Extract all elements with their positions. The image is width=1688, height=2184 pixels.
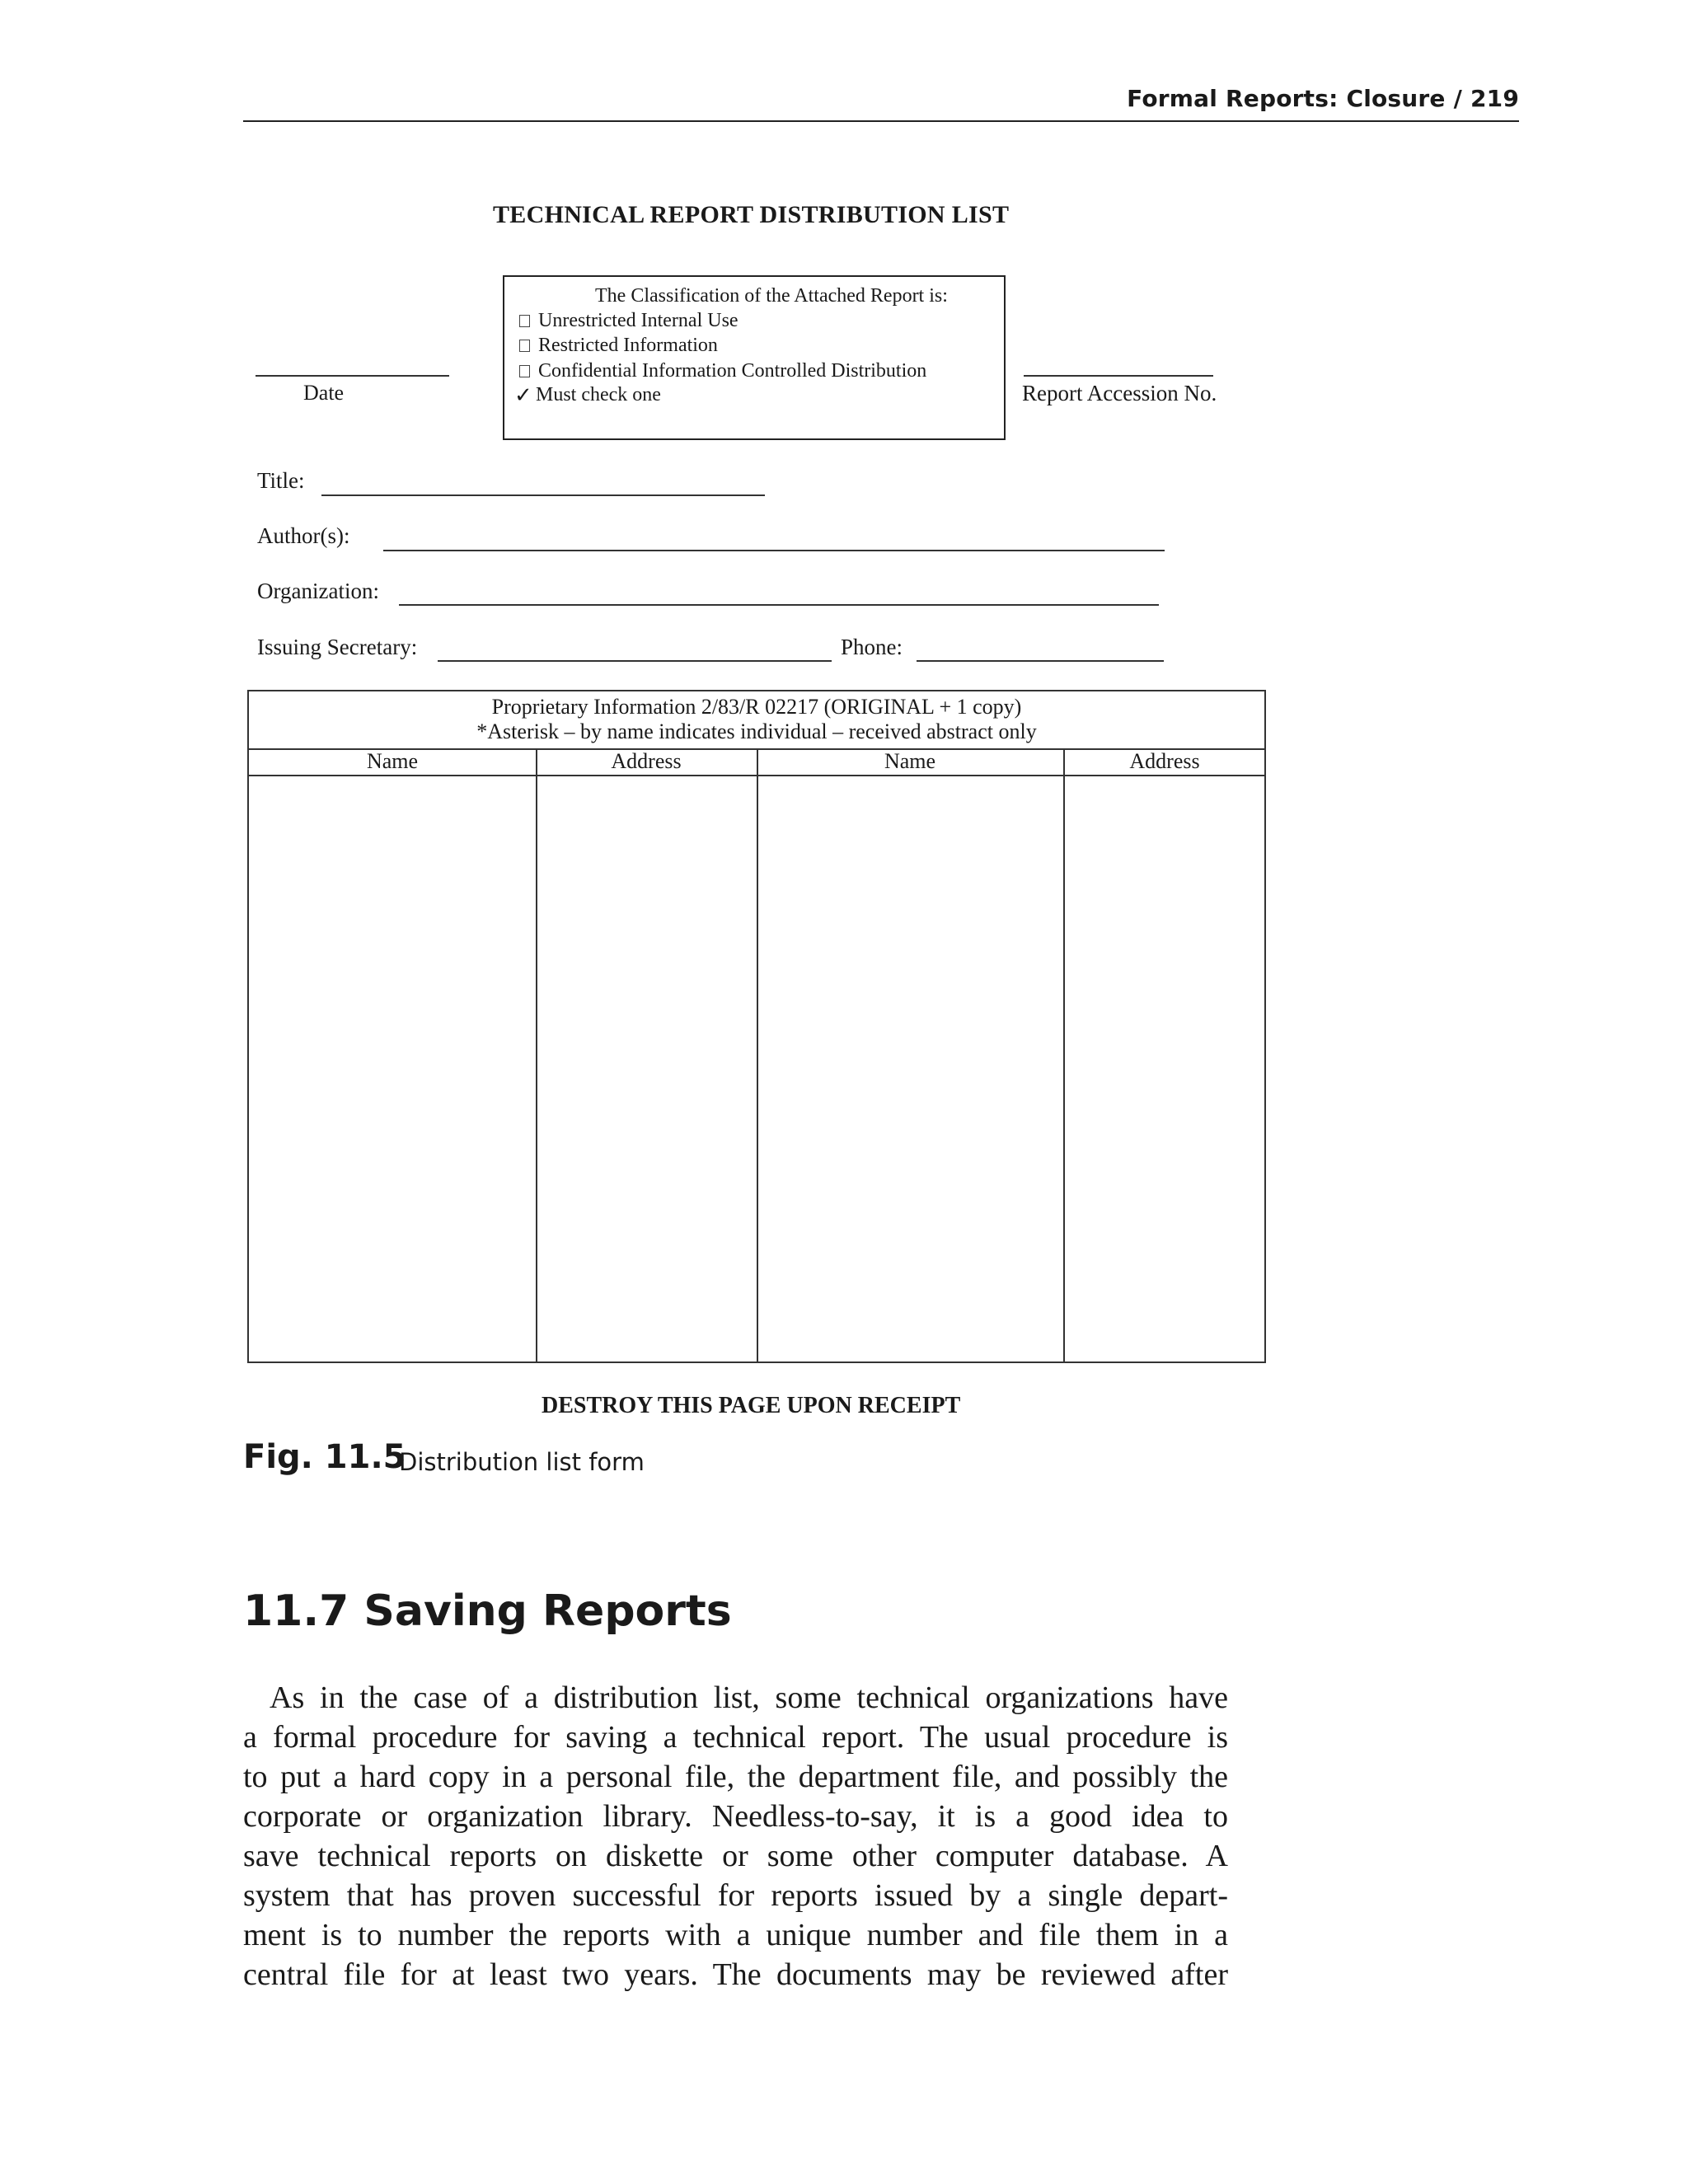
body-line: to put a hard copy in a personal file, the department file, and possibly the bbox=[243, 1760, 1228, 1794]
note-label: Must check one bbox=[536, 384, 661, 405]
destroy-notice: DESTROY THIS PAGE UPON RECEIPT bbox=[542, 1393, 961, 1418]
body-line: ment is to number the reports with a unique number and file them in a bbox=[243, 1918, 1228, 1952]
body-paragraph bbox=[243, 1678, 1228, 1994]
distribution-table bbox=[247, 690, 1266, 1363]
organization-field[interactable] bbox=[399, 604, 1159, 606]
phone-field[interactable] bbox=[917, 660, 1164, 662]
accession-line[interactable] bbox=[1024, 375, 1213, 377]
checkbox-icon[interactable] bbox=[519, 365, 530, 377]
body-line: corporate or organization library. Needless-to-say, it is a good idea to bbox=[243, 1799, 1228, 1834]
body-line: central file for at least two years. The documents may be reviewed after bbox=[243, 1957, 1228, 1992]
running-head: Formal Reports: Closure / 219 bbox=[1127, 85, 1519, 112]
body-line: save technical reports on diskette or some other computer database. A bbox=[243, 1839, 1228, 1873]
date-label: Date bbox=[303, 381, 345, 405]
classification-option-restricted[interactable] bbox=[519, 335, 718, 357]
table-cell-name-1[interactable] bbox=[251, 776, 534, 1361]
table-header-line-1: Proprietary Information 2/83/R 02217 (ORIGINAL + 1 copy) bbox=[491, 695, 1022, 719]
issuing-secretary-label: Issuing Secretary: bbox=[257, 635, 418, 659]
column-header-name-2: Name bbox=[884, 749, 936, 773]
column-header-name-1: Name bbox=[366, 749, 419, 773]
option-label: Confidential Information Controlled Distribution bbox=[538, 360, 927, 382]
body-line: As in the case of a distribution list, some technical organizations have bbox=[270, 1680, 1228, 1715]
title-field[interactable] bbox=[321, 494, 765, 496]
issuing-secretary-field[interactable] bbox=[438, 660, 832, 662]
table-cell-name-2[interactable] bbox=[758, 776, 1062, 1361]
column-header-address-1: Address bbox=[611, 749, 682, 773]
phone-label: Phone: bbox=[841, 635, 903, 659]
section-heading: 11.7 Saving Reports bbox=[243, 1586, 732, 1636]
checkmark-icon: ✓ bbox=[514, 382, 532, 407]
body-line: system that has proven successful for reports issued by a single depart- bbox=[243, 1878, 1228, 1913]
date-line[interactable] bbox=[256, 375, 449, 377]
table-header-line-2: *Asterisk – by name indicates individual – received abstract only bbox=[476, 719, 1037, 743]
authors-label: Author(s): bbox=[257, 523, 350, 548]
figure-number: Fig. 11.5 bbox=[243, 1438, 406, 1476]
classification-option-confidential[interactable] bbox=[519, 360, 926, 382]
option-label: Unrestricted Internal Use bbox=[538, 310, 738, 331]
checkbox-icon[interactable] bbox=[519, 315, 530, 327]
classification-heading: The Classification of the Attached Report is: bbox=[595, 285, 948, 307]
organization-label: Organization: bbox=[257, 579, 379, 603]
form-title: TECHNICAL REPORT DISTRIBUTION LIST bbox=[493, 201, 1010, 228]
figure-caption: Distribution list form bbox=[399, 1448, 645, 1476]
title-label: Title: bbox=[257, 468, 305, 493]
table-cell-address-2[interactable] bbox=[1065, 776, 1264, 1361]
header-rule bbox=[243, 120, 1519, 122]
option-label: Restricted Information bbox=[538, 335, 718, 356]
checkbox-icon[interactable] bbox=[519, 340, 530, 352]
authors-field[interactable] bbox=[383, 550, 1165, 551]
classification-option-unrestricted[interactable] bbox=[519, 310, 738, 332]
column-header-address-2: Address bbox=[1129, 749, 1200, 773]
classification-note bbox=[514, 384, 661, 406]
table-cell-address-1[interactable] bbox=[537, 776, 755, 1361]
accession-label: Report Accession No. bbox=[1022, 381, 1217, 405]
body-line: a formal procedure for saving a technical report. The usual procedure is bbox=[243, 1720, 1228, 1755]
classification-box bbox=[503, 275, 1006, 440]
